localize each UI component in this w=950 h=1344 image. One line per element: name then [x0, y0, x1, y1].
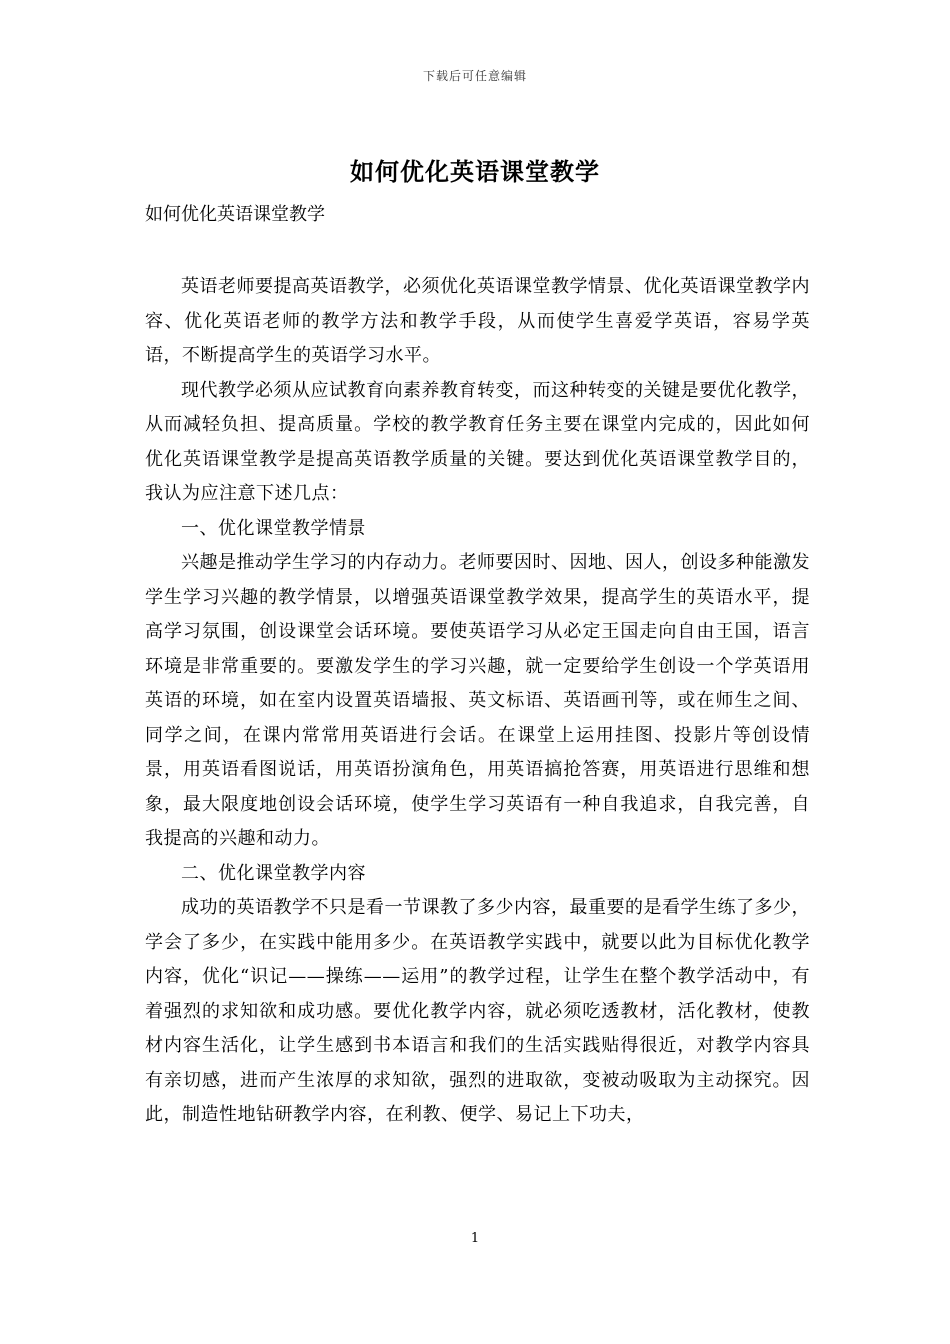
section-heading: 二、优化课堂教学内容: [181, 862, 366, 884]
document-subtitle: 如何优化英语课堂教学: [145, 204, 325, 225]
paragraph: 英语老师要提高英语教学，必须优化英语课堂教学情景、优化英语课堂教学内容、优化英语老师的教学方法和教学手段，从而使学生喜爱学英语，容易学英语，不断提高学生的英语学习水平。: [145, 276, 810, 366]
paragraph: 现代教学必须从应试教育向素养教育转变，而这种转变的关键是要优化教学，从而减轻负担、提高质量。学校的教学教育任务主要在课堂内完成的，因此如何优化英语课堂教学是提高英语教学质量的关键。要达到优化英语课堂教学目的，我认为应注意下述几点：: [145, 379, 810, 504]
paragraph: 兴趣是推动学生学习的内存动力。老师要因时、因地、因人，创设多种能激发学生学习兴趣的教学情景，以增强英语课堂教学效果，提高学生的英语水平，提高学习氛围，创设课堂会话环境。要使英语学习从必定王国走向自由王国，语言环境是非常重要的。要激发学生的学习兴趣，就一定要给学生创设一个学英语用英语的环境，如在室内设置英语墙报、英文标语、英语画刊等，或在师生之间、同学之间，在课内常常用英语进行会话。在课堂上运用挂图、投影片等创设情景，用英语看图说话，用英语扮演角色，用英语搞抢答赛，用英语进行思维和想象，最大限度地创设会话环境，使学生学习英语有一种自我追求，自我完善，自我提高的兴趣和动力。: [145, 552, 810, 849]
paragraph: 成功的英语教学不只是看一节课教了多少内容，最重要的是看学生练了多少，学会了多少，在实践中能用多少。在英语教学实践中，就要以此为目标优化教学内容，优化“识记——操练——运用”的教学过程，让学生在整个教学活动中，有着强烈的求知欲和成功感。要优化教学内容，就必须吃透教材，活化教材，使教材内容生活化，让学生感到书本语言和我们的生活实践贴得很近，对教学内容具有亲切感，进而产生浓厚的求知欲，强烈的进取欲，变被动吸取为主动探究。因此，制造性地钻研教学内容，在利教、便学、易记上下功夫，: [145, 897, 810, 1125]
page-number: 1: [470, 1231, 480, 1246]
section-heading: 一、优化课堂教学情景: [181, 517, 366, 539]
document-title: 如何优化英语课堂教学: [350, 157, 600, 186]
page-header: 下载后可任意编辑: [422, 69, 527, 83]
document-body: [145, 270, 810, 1133]
